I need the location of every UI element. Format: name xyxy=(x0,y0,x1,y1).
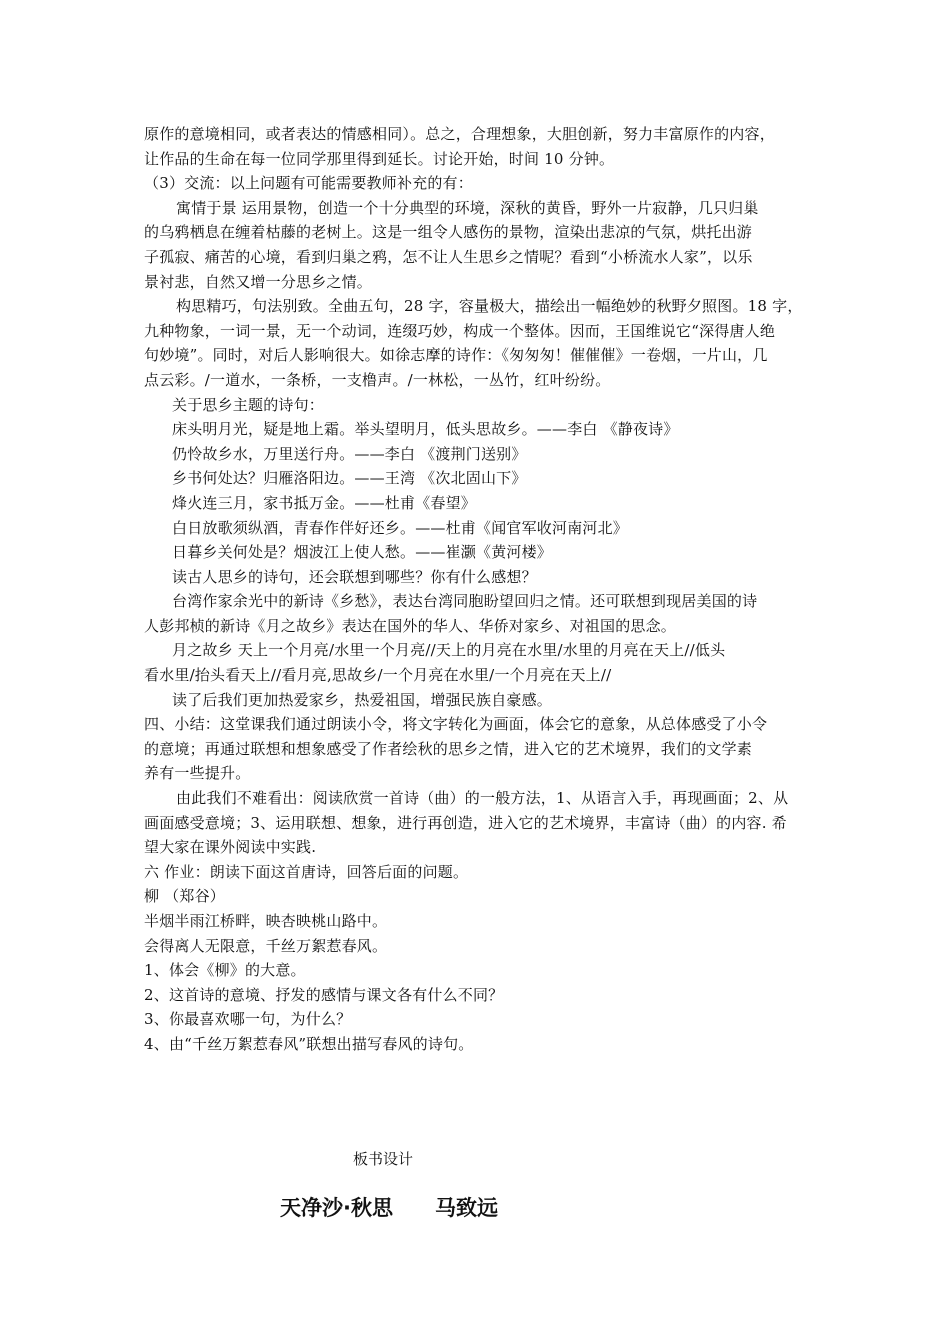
text-line: 烽火连三月，家书抵万金。——杜甫《春望》 xyxy=(172,493,477,512)
text-line: 床头明月光，疑是地上霜。举头望明月，低头思故乡。——李白 《静夜诗》 xyxy=(172,420,679,439)
text-line: 3、你最喜欢哪一句，为什么？ xyxy=(144,1010,352,1029)
text-line: 人彭邦桢的新诗《月之故乡》表达在国外的华人、华侨对家乡、对祖国的思念。 xyxy=(144,616,677,635)
text-line: 由此我们不难看出：阅读欣赏一首诗（曲）的一般方法，1、从语言入手，再现画面；2、从 xyxy=(176,789,789,808)
text-line: 4、由“千丝万絮惹春风”联想出描写春风的诗句。 xyxy=(144,1034,474,1053)
text-line: 仍怜故乡水，万里送行舟。——李白 《渡荆门送别》 xyxy=(172,444,527,463)
poem-title: 天净沙·秋思 xyxy=(280,1196,393,1220)
text-line: 点云彩。/一道水，一条桥，一支橹声。/一林松，一丛竹，红叶纷纷。 xyxy=(144,370,611,389)
text-line: 半烟半雨江桥畔，映杏映桃山路中。 xyxy=(144,912,388,930)
text-line: 四、小结：这堂课我们通过朗读小令，将文字转化为画面，体会它的意象，从总体感受了小令 xyxy=(144,715,768,734)
text-line: 看水里/抬头看天上//看月亮,思故乡/一个月亮在水里/一个月亮在天上// xyxy=(144,666,612,685)
text-line: 读古人思乡的诗句，还会联想到哪些？你有什么感想？ xyxy=(172,567,537,586)
text-line: 九种物象，一词一景，无一个动词，连缀巧妙，构成一个整体。因而，王国维说它“深得唐人绝 xyxy=(144,321,776,340)
text-line: 会得离人无限意，千丝万絮惹春风。 xyxy=(144,936,388,955)
text-line: 白日放歌须纵酒，青春作伴好还乡。——杜甫《闻官军收河南河北》 xyxy=(172,518,629,537)
text-line: 柳 （郑谷） xyxy=(144,887,225,906)
text-line: 的意境；再通过联想和想象感受了作者绘秋的思乡之情，进入它的艺术境界，我们的文学素 xyxy=(144,739,753,758)
text-line: 读了后我们更加热爱家乡，热爱祖国，增强民族自豪感。 xyxy=(172,690,553,709)
text-line: （3）交流：以上问题有可能需要教师补充的有： xyxy=(144,174,473,193)
text-line: 句妙境”。同时，对后人影响很大。如徐志摩的诗作：《匆匆匆！催催催》一卷烟，一片山，几 xyxy=(144,346,768,365)
document-body xyxy=(144,122,812,1057)
text-line: 景衬悲，自然又增一分思乡之情。 xyxy=(144,272,373,291)
text-line: 原作的意境相同，或者表达的情感相同）。总之，合理想象，大胆创新，努力丰富原作的内容， xyxy=(144,125,775,143)
text-line: 乡书何处达？归雁洛阳边。——王湾 《次北固山下》 xyxy=(172,469,527,488)
board-design-label: 板书设计 xyxy=(353,1150,414,1168)
text-line: 寓情于景 运用景物，创造一个十分典型的环境，深秋的黄昏，野外一片寂静，几只归巢 xyxy=(176,198,759,217)
text-line: 画面感受意境；3、运用联想、想象，进行再创造，进入它的艺术境界，丰富诗（曲）的内容. 希 xyxy=(144,813,787,832)
text-line: 台湾作家余光中的新诗《乡愁》，表达台湾同胞盼望回归之情。还可联想到现居美国的诗 xyxy=(172,592,758,611)
text-line: 日暮乡关何处是？烟波江上使人愁。——崔灏《黄河楼》 xyxy=(172,543,553,562)
text-line: 的乌鸦栖息在缠着枯藤的老树上。这是一组令人感伤的景物，渲染出悲凉的气氛，烘托出游 xyxy=(144,223,753,242)
text-line: 子孤寂、痛苦的心境，看到归巢之鸦，怎不让人生思乡之情呢？看到“小桥流水人家”，以乐 xyxy=(144,247,753,266)
board-design-title xyxy=(280,1192,498,1222)
text-line: 2、这首诗的意境、抒发的感情与课文各有什么不同？ xyxy=(144,985,504,1004)
text-line: 1、体会《柳》的大意。 xyxy=(144,961,306,980)
text-line: 望大家在课外阅读中实践. xyxy=(144,838,317,857)
text-line: 关于思乡主题的诗句： xyxy=(172,395,325,414)
poem-author: 马致远 xyxy=(434,1196,498,1220)
text-line: 养有一些提升。 xyxy=(144,764,251,783)
text-line: 构思精巧，句法别致。全曲五句，28 字，容量极大，描绘出一幅绝妙的秋野夕照图。18 字， xyxy=(176,297,803,316)
text-line: 让作品的生命在每一位同学那里得到延长。讨论开始，时间 10 分钟。 xyxy=(144,149,615,168)
text-line: 六 作业：朗读下面这首唐诗，回答后面的问题。 xyxy=(144,862,469,881)
text-line: 月之故乡 天上一个月亮/水里一个月亮//天上的月亮在水里/水里的月亮在天上//低头 xyxy=(172,641,726,660)
